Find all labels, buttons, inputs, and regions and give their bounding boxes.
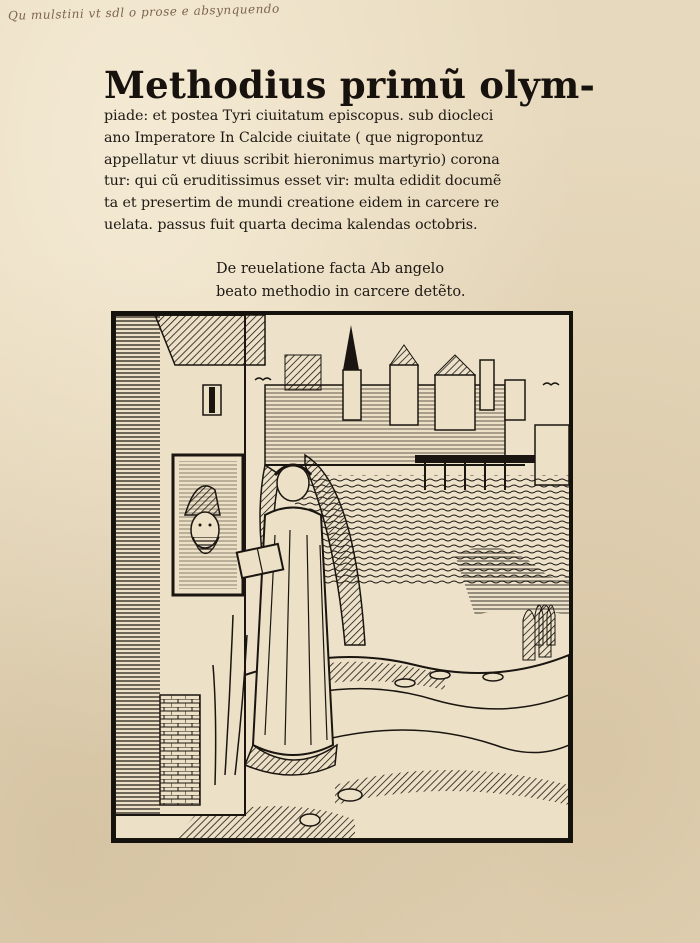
subheading-line: De reuelatione facta Ab angelo [216, 261, 445, 277]
body-line: uelata. passus fuit quarta decima kalendas octobris. [104, 216, 478, 233]
body-line: ano Imperatore In Calcide ciuitate ( que nigropontuz [104, 129, 483, 146]
page-title: Methodius primũ olym- [104, 63, 595, 107]
distant-figures [523, 605, 555, 660]
title-block [104, 63, 595, 237]
body-line: ta et presertim de mundi creatione eidem in carcere re [104, 195, 500, 212]
woodcut-illustration [111, 311, 573, 843]
handwritten-annotation: Qu mulstini vt sdl o prose e absynquendo [7, 1, 280, 23]
body-line: tur: qui cũ eruditissimus esset vir: multa edidit documẽ [104, 173, 502, 190]
body-line: piade: et postea Tyri ciuitatum episcopus. sub diocleci [104, 108, 494, 124]
body-line: appellatur vt diuus scribit hieronimus martyrio) corona [104, 151, 500, 168]
subheading-block [216, 258, 516, 304]
subheading-line: beato methodio in carcere detẽto. [216, 284, 466, 300]
woodcut-scene [115, 315, 569, 839]
